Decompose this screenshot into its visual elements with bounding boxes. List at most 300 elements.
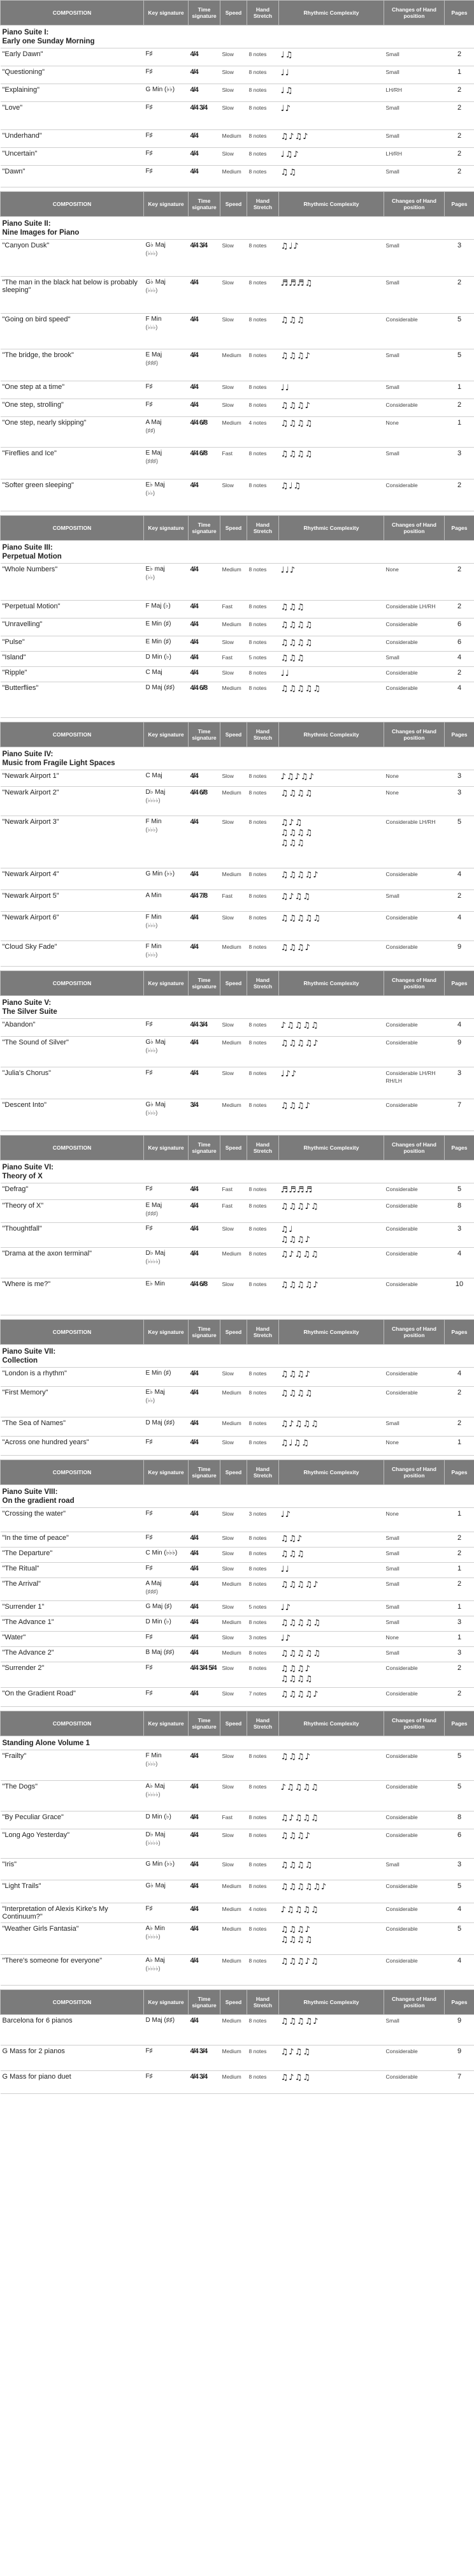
hand-position-cell: Small	[384, 1417, 445, 1437]
key-signature-cell	[144, 277, 189, 314]
key-name: F♯	[145, 68, 153, 75]
table-row	[1, 66, 474, 84]
key-signature-cell	[144, 1532, 189, 1548]
time-signature-cell: 4/4	[189, 1563, 220, 1578]
speed-cell: Medium	[220, 1387, 247, 1417]
speed-cell: Medium	[220, 1099, 247, 1131]
rhythmic-complexity-cell	[279, 1859, 384, 1880]
header-row	[1, 1711, 474, 1736]
speed-cell: Slow	[220, 912, 247, 941]
time-signature-cell: 4/4	[189, 166, 220, 187]
rhythm-notation: ♫♫♫♫♫♪	[280, 1882, 327, 1892]
rhythmic-complexity-cell	[279, 1368, 384, 1387]
table-row	[1, 787, 474, 816]
composition-cell: Barcelona for 6 pianos	[1, 2015, 144, 2045]
pages-cell: 3	[445, 787, 474, 816]
rhythmic-complexity-cell	[279, 1278, 384, 1315]
hand-position-cell: Small	[384, 102, 445, 130]
speed-cell: Medium	[220, 1880, 247, 1903]
rhythm-notation: ♫♫♫♪	[280, 401, 311, 411]
suite-title-line: Music from Fragile Light Spaces	[2, 759, 115, 767]
header-row	[1, 1, 474, 26]
hand-stretch-cell: 8 notes	[247, 1662, 279, 1688]
pages-cell: 3	[445, 448, 474, 479]
speed-cell: Slow	[220, 240, 247, 277]
key-name: F♯	[145, 1225, 153, 1232]
key-signature-cell	[144, 1548, 189, 1563]
speed-cell: Slow	[220, 1563, 247, 1578]
speed-cell: Fast	[220, 1811, 247, 1829]
table-row	[1, 682, 474, 718]
speed-cell: Medium	[220, 1037, 247, 1067]
key-signature-cell	[144, 941, 189, 967]
key-name: A Maj	[145, 419, 162, 426]
pages-cell: 5	[445, 1880, 474, 1903]
key-name: A♭ Maj	[145, 1783, 165, 1790]
column-header: Key signature	[144, 1990, 189, 2015]
table-row	[1, 1578, 474, 1601]
rhythm-notation: ♫♫♫♫	[280, 419, 313, 428]
key-name: G Maj (♯)	[145, 1603, 172, 1610]
time-signature-cell: 4/4	[189, 479, 220, 511]
pages-cell: 7	[445, 2071, 474, 2094]
column-header: Changes of Hand position	[384, 1136, 445, 1160]
speed-cell: Slow	[220, 102, 247, 130]
rhythm-notation: ♫♪♫♪	[280, 132, 309, 142]
rhythmic-complexity-cell	[279, 1387, 384, 1417]
hand-stretch-cell: 8 notes	[247, 479, 279, 511]
time-signature-cell: 4/4	[189, 1632, 220, 1647]
key-accidentals: (♯♯♯)	[145, 1588, 158, 1595]
pages-cell: 2	[445, 148, 474, 166]
pages-cell: 2	[445, 601, 474, 618]
hand-stretch-cell: 8 notes	[247, 564, 279, 601]
table-row	[1, 1688, 474, 1707]
pages-cell: 2	[445, 890, 474, 912]
column-header: Hand Stretch	[247, 1460, 279, 1485]
pages-cell: 1	[445, 417, 474, 448]
composition-cell: "Crossing the water"	[1, 1508, 144, 1532]
column-header: COMPOSITION	[1, 1460, 144, 1485]
key-name: G Min (♭♭)	[145, 1861, 175, 1868]
composition-cell: "By Peculiar Grace"	[1, 1811, 144, 1829]
column-header: Changes of Hand position	[384, 516, 445, 541]
time-signature-cell: 4/4	[189, 1829, 220, 1859]
key-name: F♯	[145, 2047, 153, 2054]
key-signature-cell	[144, 349, 189, 381]
hand-position-cell: Considerable	[384, 1278, 445, 1315]
key-signature-cell	[144, 1859, 189, 1880]
composition-cell: "Underhand"	[1, 130, 144, 148]
column-header: Rhythmic Complexity	[279, 1711, 384, 1736]
rhythmic-complexity-cell	[279, 1829, 384, 1859]
hand-stretch-cell: 8 notes	[247, 1563, 279, 1578]
hand-position-cell: Considerable	[384, 1387, 445, 1417]
rhythmic-complexity-cell	[279, 1662, 384, 1688]
key-signature-cell	[144, 2071, 189, 2094]
column-header: Key signature	[144, 1460, 189, 1485]
composition-cell: "The Advance 1"	[1, 1616, 144, 1632]
key-signature-cell	[144, 1437, 189, 1456]
composition-cell: "Descent Into"	[1, 1099, 144, 1131]
time-signature-cell: 4/4	[189, 868, 220, 890]
hand-stretch-cell: 8 notes	[247, 1099, 279, 1131]
key-signature-cell	[144, 770, 189, 787]
key-name: E♭ Maj	[145, 1389, 165, 1396]
suite-title-line: Piano Suite IV:	[2, 750, 54, 758]
column-header: Time signature	[189, 971, 220, 996]
key-accidentals: (♯♯♯)	[145, 1210, 158, 1217]
time-signature-cell: 4/4 6/8	[189, 682, 220, 718]
hand-stretch-cell: 8 notes	[247, 240, 279, 277]
composition-cell: "Iris"	[1, 1859, 144, 1880]
rhythmic-complexity-cell	[279, 1923, 384, 1955]
table-row	[1, 1563, 474, 1578]
key-name: G Min (♭♭)	[145, 86, 175, 93]
speed-cell: Slow	[220, 399, 247, 417]
key-signature-cell	[144, 1563, 189, 1578]
speed-cell: Slow	[220, 1632, 247, 1647]
key-accidentals: (♯♯♯)	[145, 360, 158, 366]
key-name: F♯	[145, 1690, 153, 1697]
suite-title-line: Piano Suite VI:	[2, 1164, 54, 1171]
rhythm-notation: ♫♫♫♪	[280, 1101, 311, 1111]
key-signature-cell	[144, 1200, 189, 1223]
table-row	[1, 399, 474, 417]
composition-cell: G Mass for 2 pianos	[1, 2045, 144, 2071]
key-signature-cell	[144, 1248, 189, 1278]
key-signature-cell	[144, 1099, 189, 1131]
speed-cell: Slow	[220, 1067, 247, 1099]
hand-stretch-cell: 8 notes	[247, 84, 279, 102]
rhythmic-complexity-cell	[279, 1019, 384, 1037]
column-header: Pages	[445, 1711, 474, 1736]
rhythmic-complexity-cell	[279, 1508, 384, 1532]
table-row	[1, 1278, 474, 1315]
pages-cell: 5	[445, 1781, 474, 1811]
rhythmic-complexity-cell	[279, 941, 384, 967]
table-row	[1, 1829, 474, 1859]
key-signature-cell	[144, 66, 189, 84]
suite-title	[1, 541, 474, 564]
suite-title-line: Piano Suite III:	[2, 544, 53, 552]
composition-cell: "Where is me?"	[1, 1278, 144, 1315]
pages-cell: 3	[445, 770, 474, 787]
composition-cell: "The Dogs"	[1, 1781, 144, 1811]
table-row	[1, 1532, 474, 1548]
column-header: Key signature	[144, 1, 189, 26]
key-signature-cell	[144, 682, 189, 718]
composition-cell: "London is a rhythm"	[1, 1368, 144, 1387]
column-header: Speed	[220, 1460, 247, 1485]
composition-cell: "Surrender 1"	[1, 1601, 144, 1616]
key-signature-cell	[144, 667, 189, 682]
hand-position-cell: Small	[384, 2015, 445, 2045]
composition-cell: "The bridge, the brook"	[1, 349, 144, 381]
table-row	[1, 941, 474, 967]
rhythmic-complexity-cell	[279, 1880, 384, 1903]
key-name: G♭ Maj	[145, 1101, 166, 1108]
time-signature-cell: 4/4	[189, 1368, 220, 1387]
rhythm-notation: ♩♪	[280, 1603, 291, 1613]
hand-position-cell: None	[384, 564, 445, 601]
speed-cell: Slow	[220, 48, 247, 66]
table-row	[1, 1099, 474, 1131]
composition-cell: "First Memory"	[1, 1387, 144, 1417]
composition-cell: "Light Trails"	[1, 1880, 144, 1903]
key-name: F♯	[145, 383, 153, 390]
hand-stretch-cell: 8 notes	[247, 1437, 279, 1456]
table-row	[1, 1508, 474, 1532]
rhythmic-complexity-cell	[279, 479, 384, 511]
suite-title-line: Standing Alone Volume 1	[2, 1739, 90, 1747]
key-name: E Maj	[145, 1202, 162, 1209]
time-signature-cell: 4/4	[189, 48, 220, 66]
composition-cell: "Defrag"	[1, 1183, 144, 1200]
rhythmic-complexity-cell	[279, 1099, 384, 1131]
composition-cell: "On the Gradient Road"	[1, 1688, 144, 1707]
column-header: Pages	[445, 1, 474, 26]
composition-cell: "Perpetual Motion"	[1, 601, 144, 618]
rhythm-notation: ♫♫♫♪	[280, 1831, 311, 1841]
key-name: F♯	[145, 1510, 153, 1517]
hand-position-cell: Considerable	[384, 636, 445, 652]
hand-stretch-cell: 8 notes	[247, 618, 279, 636]
hand-stretch-cell: 8 notes	[247, 448, 279, 479]
suite-title-row	[1, 996, 474, 1019]
hand-position-cell: Considerable	[384, 1880, 445, 1903]
key-name: F Min	[145, 1752, 162, 1759]
table-row	[1, 381, 474, 399]
time-signature-cell: 4/4	[189, 1417, 220, 1437]
composition-cell: "Newark Airport 3"	[1, 816, 144, 868]
rhythmic-complexity-cell	[279, 1183, 384, 1200]
key-signature-cell	[144, 448, 189, 479]
table-row	[1, 1387, 474, 1417]
key-name: F♯	[145, 150, 153, 157]
hand-stretch-cell: 8 notes	[247, 399, 279, 417]
time-signature-cell: 4/4	[189, 1750, 220, 1781]
rhythmic-complexity-cell	[279, 1647, 384, 1662]
hand-stretch-cell: 8 notes	[247, 667, 279, 682]
column-header: Rhythmic Complexity	[279, 1136, 384, 1160]
pages-cell: 4	[445, 1019, 474, 1037]
suite-title-line: Piano Suite VIII:	[2, 1488, 58, 1496]
rhythmic-complexity-cell	[279, 1781, 384, 1811]
column-header: Hand Stretch	[247, 516, 279, 541]
suite-table	[0, 1989, 474, 2094]
rhythm-notation: ♫♫♫	[280, 1549, 305, 1559]
rhythmic-complexity-cell	[279, 618, 384, 636]
hand-position-cell: None	[384, 1437, 445, 1456]
time-signature-cell: 4/4	[189, 1811, 220, 1829]
table-row	[1, 1859, 474, 1880]
rhythmic-complexity-cell	[279, 1578, 384, 1601]
speed-cell: Medium	[220, 1923, 247, 1955]
composition-cell: "One step, nearly skipping"	[1, 417, 144, 448]
hand-stretch-cell: 8 notes	[247, 816, 279, 868]
rhythmic-complexity-cell	[279, 1563, 384, 1578]
rhythmic-complexity-cell	[279, 868, 384, 890]
column-header: Pages	[445, 722, 474, 747]
column-header: Key signature	[144, 722, 189, 747]
composition-cell: "Pulse"	[1, 636, 144, 652]
suite-title-row	[1, 1485, 474, 1508]
key-signature-cell	[144, 1923, 189, 1955]
time-signature-cell: 4/4	[189, 1200, 220, 1223]
speed-cell: Slow	[220, 479, 247, 511]
column-header: Speed	[220, 1320, 247, 1345]
suite-title-row	[1, 1160, 474, 1183]
time-signature-cell: 4/4	[189, 564, 220, 601]
hand-stretch-cell: 8 notes	[247, 1811, 279, 1829]
pages-cell: 9	[445, 2015, 474, 2045]
hand-position-cell: Considerable	[384, 1037, 445, 1067]
pages-cell: 2	[445, 399, 474, 417]
hand-stretch-cell: 8 notes	[247, 1923, 279, 1955]
rhythmic-complexity-cell	[279, 1437, 384, 1456]
key-accidentals: (♭♭♭)	[145, 324, 158, 330]
key-signature-cell	[144, 1508, 189, 1532]
speed-cell: Slow	[220, 1532, 247, 1548]
header-row	[1, 1460, 474, 1485]
time-signature-cell: 4/4	[189, 816, 220, 868]
speed-cell: Medium	[220, 2045, 247, 2071]
key-signature-cell	[144, 1632, 189, 1647]
time-signature-cell: 4/4	[189, 652, 220, 667]
speed-cell: Fast	[220, 652, 247, 667]
key-signature-cell	[144, 1223, 189, 1248]
hand-position-cell: Considerable	[384, 618, 445, 636]
rhythm-notation: ♫♩♪	[280, 242, 299, 251]
pages-cell: 1	[445, 1508, 474, 1532]
pages-cell: 4	[445, 652, 474, 667]
pages-cell: 1	[445, 1437, 474, 1456]
key-signature-cell	[144, 84, 189, 102]
table-row	[1, 1955, 474, 1986]
hand-stretch-cell: 8 notes	[247, 166, 279, 187]
hand-position-cell: Small	[384, 277, 445, 314]
rhythm-notation: ♫♫♫♫	[280, 1861, 313, 1870]
key-name: F Min	[145, 943, 162, 950]
pages-cell: 8	[445, 1200, 474, 1223]
time-signature-cell: 4/4	[189, 1037, 220, 1067]
speed-cell: Slow	[220, 1601, 247, 1616]
key-accidentals: (♭♭♭)	[145, 1760, 158, 1767]
speed-cell: Fast	[220, 890, 247, 912]
rhythm-notation: ♪♫♪♫♪	[280, 772, 315, 782]
hand-position-cell: Small	[384, 240, 445, 277]
key-name: C Min (♭♭♭)	[145, 1549, 178, 1556]
table-row	[1, 1811, 474, 1829]
column-header: Key signature	[144, 1711, 189, 1736]
rhythm-notation: ♫♪♫♫	[280, 2047, 311, 2057]
speed-cell: Fast	[220, 601, 247, 618]
composition-cell: "Surrender 2"	[1, 1662, 144, 1688]
speed-cell: Slow	[220, 314, 247, 349]
time-signature-cell: 4/4	[189, 84, 220, 102]
rhythmic-complexity-cell	[279, 1616, 384, 1632]
key-name: A Maj	[145, 1580, 162, 1587]
rhythm-notation: ♩♩	[280, 383, 290, 393]
key-accidentals: (♭♭♭)	[145, 826, 158, 833]
key-signature-cell	[144, 1750, 189, 1781]
hand-stretch-cell: 8 notes	[247, 1781, 279, 1811]
suite-title-line: Piano Suite VII:	[2, 1348, 56, 1356]
time-signature-cell: 4/4	[189, 770, 220, 787]
key-signature-cell	[144, 1811, 189, 1829]
suite-title-row	[1, 1736, 474, 1750]
key-accidentals: (♯♯)	[145, 427, 155, 434]
speed-cell: Fast	[220, 448, 247, 479]
column-header: Pages	[445, 971, 474, 996]
column-header: Speed	[220, 1990, 247, 2015]
key-signature-cell	[144, 102, 189, 130]
hand-stretch-cell: 8 notes	[247, 1578, 279, 1601]
key-signature-cell	[144, 1647, 189, 1662]
suite-table	[0, 970, 474, 1131]
hand-stretch-cell: 8 notes	[247, 1859, 279, 1880]
key-name: E Min (♯)	[145, 638, 171, 645]
rhythm-notation: ♩♩♪	[280, 566, 296, 575]
speed-cell: Fast	[220, 1183, 247, 1200]
hand-position-cell: Considerable	[384, 1200, 445, 1223]
hand-position-cell: Considerable LH/RH RH/LH	[384, 1067, 445, 1099]
hand-stretch-cell: 8 notes	[247, 349, 279, 381]
key-signature-cell	[144, 1880, 189, 1903]
composition-cell: "Whole Numbers"	[1, 564, 144, 601]
table-row	[1, 102, 474, 130]
composition-cell: "Butterflies"	[1, 682, 144, 718]
composition-cell: "Early Dawn"	[1, 48, 144, 66]
hand-position-cell: Small	[384, 1532, 445, 1548]
speed-cell: Medium	[220, 941, 247, 967]
key-accidentals: (♭♭♭♭)	[145, 1840, 161, 1846]
rhythm-notation: ♫♫♫♪♫	[280, 1957, 319, 1966]
table-row	[1, 479, 474, 511]
pages-cell: 5	[445, 349, 474, 381]
table-row	[1, 148, 474, 166]
hand-position-cell: Small	[384, 652, 445, 667]
key-signature-cell	[144, 1578, 189, 1601]
composition-cell: "Island"	[1, 652, 144, 667]
hand-position-cell: Considerable	[384, 1183, 445, 1200]
key-name: D♭ Maj	[145, 789, 166, 796]
suite-title	[1, 217, 474, 240]
hand-position-cell: Considerable	[384, 868, 445, 890]
key-name: D♭ Maj	[145, 1831, 166, 1838]
pages-cell: 7	[445, 1099, 474, 1131]
rhythm-notation: ♫♫♫♫♪	[280, 1280, 319, 1290]
speed-cell: Slow	[220, 1508, 247, 1532]
header-row	[1, 1320, 474, 1345]
rhythm-notation: ♩♪	[280, 1634, 291, 1643]
table-row	[1, 48, 474, 66]
time-signature-cell: 4/4	[189, 1532, 220, 1548]
time-signature-cell: 4/4	[189, 1955, 220, 1986]
key-accidentals: (♭♭♭)	[145, 1109, 158, 1116]
pages-cell: 2	[445, 1662, 474, 1688]
pages-cell: 1	[445, 1632, 474, 1647]
speed-cell: Slow	[220, 1437, 247, 1456]
composition-cell: "Frailty"	[1, 1750, 144, 1781]
key-name: C Maj	[145, 669, 162, 676]
suite-title-line: Theory of X	[2, 1173, 43, 1180]
rhythm-notation: ♫♫♫♫♫	[280, 1649, 321, 1658]
rhythmic-complexity-cell	[279, 2045, 384, 2071]
hand-position-cell: Considerable	[384, 1223, 445, 1248]
table-row	[1, 1880, 474, 1903]
